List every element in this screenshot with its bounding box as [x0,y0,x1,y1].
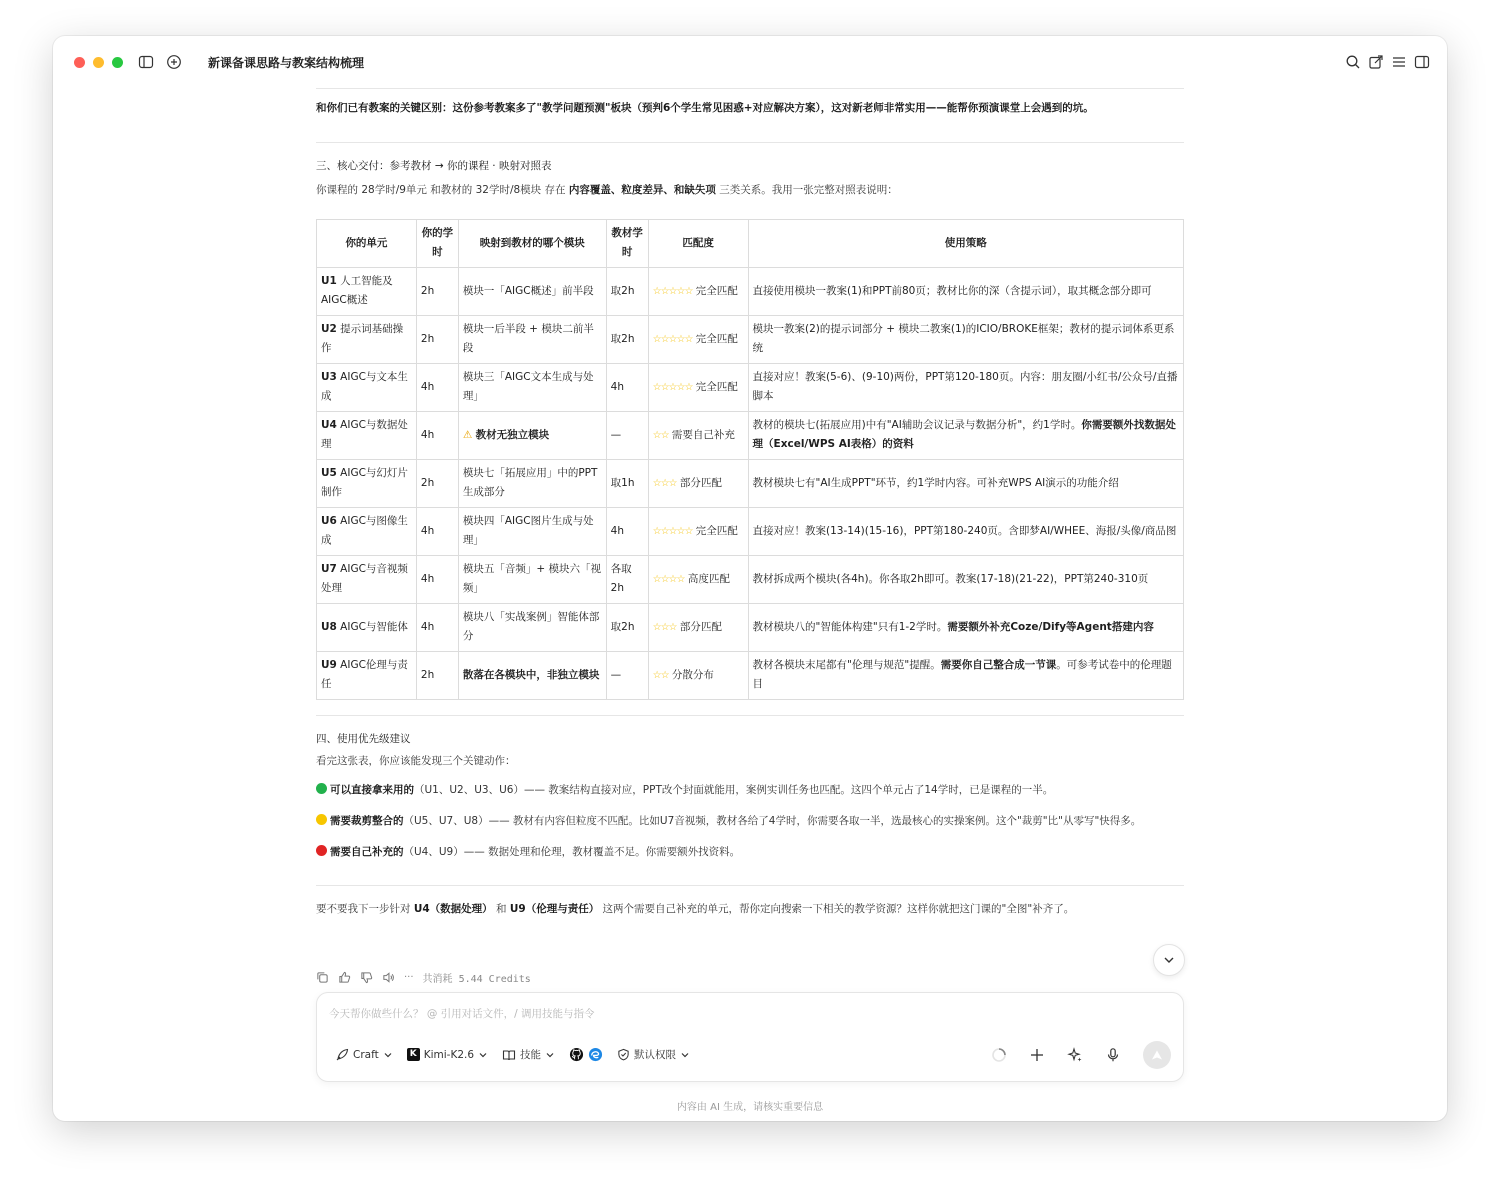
add-attachment-icon[interactable] [1029,1047,1045,1063]
table-header-row [317,219,1184,267]
cell-module [458,459,606,507]
intro-text: 你课程的 28学时/9单元 和教材的 32学时/8模块 存在 [316,183,569,196]
cell-module [458,555,606,603]
cell-textbook-hours [606,411,648,459]
close-window-button[interactable] [74,57,85,68]
strategy-emphasis: 需要你自己整合成一节课 [940,658,1057,671]
model-selector[interactable] [407,1048,488,1061]
cell-module-text: 散落在各模块中，非独立模块 [462,668,600,681]
permission-selector[interactable] [617,1047,690,1062]
strategy-text: 直接对应！教案(5-6)、(9-10)两份，PPT第120-180页。内容：朋友圈/小红书/公众号/直播脚本 [752,370,1178,403]
strategy-emphasis: 需要额外补充Coze/Dify等Agent搭建内容 [947,620,1154,633]
match-label: 高度匹配 [684,572,730,585]
cell-hours-text: 2h [420,668,435,681]
cell-match [648,651,748,699]
cell-strategy [748,411,1183,459]
key-difference-text [316,99,1184,119]
cell-strategy [748,363,1183,411]
chevron-down-icon [478,1050,488,1060]
star-rating-icon: ☆☆ [652,429,669,441]
section-3-title: 三、核心交付：参考教材 → 你的课程 · 映射对照表 [316,159,552,172]
unit-code: U5 [321,466,337,479]
unit-name: AIGC与文本生成 [321,370,408,403]
cell-hours-text: 2h [420,284,435,297]
cell-textbook-hours-text: 4h [610,380,625,393]
green-dot-icon [316,783,327,794]
cell-hours [416,555,458,603]
table-row [317,459,1184,507]
unit-code: U3 [321,370,337,383]
cell-match [648,603,748,651]
cell-unit-text [321,621,408,633]
match-label: 完全匹配 [692,380,738,393]
strategy-emphasis: 你需要额外找数据处理（Excel/WPS AI表格）的资料 [752,418,1176,451]
star-rating-icon: ☆☆☆☆☆ [652,381,693,393]
cell-unit-text [321,371,408,402]
table-row [317,363,1184,411]
cell-unit [317,363,417,411]
unit-name: AIGC与幻灯片制作 [321,466,408,499]
followup-bold: U9（伦理与责任） [509,902,600,915]
match-label: 完全匹配 [692,332,738,345]
cell-module [458,651,606,699]
cell-unit [317,555,417,603]
strategy-text: 教材模块七有"AI生成PPT"环节，约1学时内容。可补充WPS AI演示的功能介绍 [752,476,1119,489]
red-text: （U4、U9）—— 数据处理和伦理，教材覆盖不足。你需要额外找资料。 [403,845,741,858]
mode-label: Craft [353,1048,379,1061]
match-label: 分散分布 [668,668,714,681]
cell-textbook-hours-text: 取1h [610,476,635,489]
cell-textbook-hours [606,651,648,699]
unit-code: U9 [321,658,337,671]
yellow-item [316,812,1184,832]
cell-module [458,411,606,459]
table-row [317,411,1184,459]
cell-textbook-hours [606,459,648,507]
star-rating-icon: ☆☆☆ [652,621,677,633]
unit-code: U8 [321,620,337,633]
cell-match [648,411,748,459]
table-row [317,603,1184,651]
unit-name: AIGC与数据处理 [321,418,408,451]
cell-module-text: 模块一后半段 + 模块二前半段 [462,322,594,355]
cell-unit [317,411,417,459]
app-window [53,36,1447,1121]
cell-module-text: 模块一「AIGC概述」前半段 [462,284,594,297]
more-actions-button[interactable]: ··· [404,972,414,983]
composer-actions [991,1041,1171,1069]
book-icon [502,1048,516,1062]
github-icon [569,1047,584,1062]
cell-match [648,267,748,315]
cell-textbook-hours [606,267,648,315]
cell-strategy [748,267,1183,315]
skills-label: 技能 [520,1049,542,1061]
cell-unit-text [321,275,393,306]
star-rating-icon: ☆☆ [652,669,669,681]
message-actions [316,970,531,985]
cell-match [648,459,748,507]
cell-module [458,603,606,651]
followup-question [316,900,1184,920]
match-label: 需要自己补充 [668,428,735,441]
cell-module [458,267,606,315]
table-row [317,507,1184,555]
cell-hours [416,651,458,699]
microphone-icon[interactable] [1105,1047,1121,1063]
unit-code: U1 [321,274,337,287]
scroll-to-bottom-button[interactable] [1153,944,1185,976]
followup-text: 和 [492,902,510,915]
chevron-down-icon [383,1050,393,1060]
cell-unit [317,315,417,363]
star-rating-icon: ☆☆☆☆☆ [652,525,693,537]
cell-textbook-hours [606,315,648,363]
cell-strategy [748,507,1183,555]
intro-bold: 内容覆盖、粒度差异、和缺失项 [568,183,716,196]
cell-unit [317,507,417,555]
col-header-module: 映射到教材的哪个模块 [458,219,606,267]
strategy-text: 教材的模块七(拓展应用)中有"AI辅助会议记录与数据分析"，约1学时。 [752,418,1082,431]
cell-module [458,363,606,411]
search-icon[interactable] [1345,54,1361,70]
cell-module-text: 模块四「AIGC图片生成与处理」 [462,514,594,547]
cell-module-text: 模块三「AIGC文本生成与处理」 [462,370,594,403]
strategy-text: 教材各模块末尾都有"伦理与规范"提醒。 [752,658,941,671]
composer [316,992,1184,1082]
col-header-hours: 你的学时 [416,219,458,267]
sidebar-toggle-icon[interactable] [138,54,154,70]
unit-code: U4 [321,418,337,431]
menu-list-icon[interactable] [1391,54,1407,70]
green-label: 可以直接拿来用的 [330,783,414,796]
divider [316,885,1184,886]
cell-module-text: 模块八「实战案例」智能体部分 [462,610,600,643]
unit-name: 提示词基础操作 [321,322,404,355]
cell-unit-text [321,323,403,354]
cell-hours [416,267,458,315]
cell-module-text: 教材无独立模块 [475,428,550,441]
edge-browser-icon [588,1047,603,1062]
star-rating-icon: ☆☆☆☆ [652,573,685,585]
star-rating-icon: ☆☆☆ [652,477,677,489]
cell-hours-text: 4h [420,428,435,441]
match-label: 完全匹配 [692,284,738,297]
star-rating-icon: ☆☆☆☆☆ [652,333,693,345]
share-icon[interactable] [1368,54,1384,70]
followup-text: 这两个需要自己补充的单元，帮你定向搜索一下相关的教学资源？这样你就把这门课的"全图"补齐了。 [599,902,1075,915]
table-row [317,267,1184,315]
strategy-text: 直接对应！教案(13-14)(15-16)，PPT第180-240页。含即梦AI/WHEE、海报/头像/商品图 [752,524,1177,537]
maximize-window-button[interactable] [112,57,123,68]
cell-textbook-hours [606,363,648,411]
speaker-icon[interactable] [382,971,395,984]
divider [316,715,1184,716]
cell-unit-text [321,467,408,498]
chevron-down-icon [1163,954,1175,966]
yellow-label: 需要裁剪整合的 [330,814,404,827]
yellow-text: （U5、U7、U8）—— 教材有内容但粒度不匹配。比如U7音视频，教材各给了4学时，你需要各取一半，选最核心的实操案例。这个"裁剪"比"从零写"快得多。 [403,814,1142,827]
divider [316,142,1184,143]
cell-strategy [748,603,1183,651]
cell-hours [416,315,458,363]
table-row [317,555,1184,603]
cell-textbook-hours-text: 取2h [610,284,635,297]
strategy-text: 模块一教案(2)的提示词部分 + 模块二教案(1)的ICIO/BROKE框架；教材的提示词体系更系统 [752,322,1175,355]
cell-unit-text [321,563,408,594]
mapping-table [316,219,1184,700]
cell-hours [416,411,458,459]
unit-code: U2 [321,322,337,335]
unit-name: 人工智能及AIGC概述 [321,274,393,307]
intro-text: 三类关系。我用一张完整对照表说明： [715,183,898,196]
key-difference-label: 和你们已有教案的关键区别：这份参考教案多了"教学问题预测"板块（预判6个学生常见困惑+对应解决方案），这对新老师非常实用——能帮你预演课堂上会遇到的坑。 [316,102,1094,114]
cell-module-text: 模块五「音频」+ 模块六「视频」 [462,562,601,595]
unit-code: U7 [321,562,337,575]
followup-text: 要不要我下一步针对 [316,902,414,915]
cell-textbook-hours-text: 取2h [610,332,635,345]
unit-name: AIGC与图像生成 [321,514,408,547]
cell-hours-text: 4h [420,524,435,537]
strategy-text: 教材模块八的"智能体构建"只有1-2学时。 [752,620,948,633]
red-dot-icon [316,845,327,856]
cell-hours-text: 4h [420,620,435,633]
cell-textbook-hours-text: 各取2h [610,562,632,595]
cell-match [648,315,748,363]
skills-selector[interactable] [502,1047,555,1062]
table-row [317,651,1184,699]
match-label: 部分匹配 [676,476,722,489]
ai-disclaimer: 内容由 AI 生成，请核实重要信息 [676,1102,824,1113]
cell-match [648,555,748,603]
cell-textbook-hours [606,603,648,651]
window-title: 新课备课思路与教案结构梳理 [208,56,365,70]
credits-usage: 共消耗 5.44 Credits [422,974,531,985]
cell-hours [416,507,458,555]
cell-unit-text [321,659,408,690]
cell-unit-text [321,419,408,450]
message-content [316,88,1184,919]
cell-strategy [748,555,1183,603]
cell-hours-text: 4h [420,572,435,585]
cell-hours [416,363,458,411]
unit-code: U6 [321,514,337,527]
cell-module [458,315,606,363]
unit-name: AIGC伦理与责任 [321,658,408,691]
cell-hours-text: 4h [420,380,435,393]
match-label: 部分匹配 [676,620,722,633]
cell-module-text: 模块七「拓展应用」中的PPT生成部分 [462,466,598,499]
thumbs-down-icon[interactable] [360,971,373,984]
kimi-logo-icon: K [407,1048,420,1061]
message-input[interactable]: 今天帮你做些什么？ @ 引用对话文件，/ 调用技能与指令 [329,1008,595,1020]
divider [316,88,1184,89]
section-4-title: 四、使用优先级建议 [316,732,411,745]
strategy-text: 教材拆成两个模块(各4h)。你各取2h即可。教案(17-18)(21-22)，PPT第240-310页 [752,572,1149,585]
new-chat-icon[interactable] [166,54,182,70]
cell-textbook-hours [606,507,648,555]
warning-icon: ⚠ [462,428,476,441]
minimize-window-button[interactable] [93,57,104,68]
cell-strategy [748,315,1183,363]
star-rating-icon: ☆☆☆☆☆ [652,285,693,297]
unit-name: AIGC与智能体 [336,620,408,633]
red-item [316,843,1184,863]
green-item [316,781,1184,801]
cell-textbook-hours-text: — [610,668,622,681]
cell-match [648,507,748,555]
copy-icon[interactable] [316,971,329,984]
mode-selector[interactable] [335,1048,393,1062]
model-label: Kimi-K2.6 [423,1048,475,1061]
cell-module [458,507,606,555]
cell-textbook-hours-text: 取2h [610,620,635,633]
loading-spinner-icon [991,1047,1007,1063]
cell-hours-text: 2h [420,332,435,345]
send-arrow-icon [1151,1049,1163,1061]
col-header-match: 匹配度 [648,219,748,267]
col-header-textbook-hours: 教材学时 [606,219,648,267]
section-4-intro: 看完这张表，你应该能发现三个关键动作： [316,754,516,767]
composer-toolbar [335,1047,690,1062]
cell-textbook-hours-text: — [610,428,622,441]
col-header-unit: 你的单元 [317,219,417,267]
cell-unit [317,459,417,507]
permission-label: 默认权限 [634,1049,677,1061]
green-text: （U1、U2、U3、U6）—— 教案结构直接对应，PPT改个封面就能用，案例实训任务也匹配。这四个单元占了14学时，已是课程的一半。 [414,783,1054,796]
cell-unit-text [321,515,408,546]
title-bar [53,36,1447,88]
cell-hours-text: 2h [420,476,435,489]
chevron-down-icon [545,1050,555,1060]
integrations[interactable] [569,1047,603,1062]
cell-unit [317,603,417,651]
cell-strategy [748,459,1183,507]
unit-name: AIGC与音视频处理 [321,562,408,595]
cell-strategy [748,651,1183,699]
chevron-down-icon [680,1050,690,1060]
cell-textbook-hours [606,555,648,603]
match-label: 完全匹配 [692,524,738,537]
cell-unit [317,651,417,699]
cell-match [648,363,748,411]
craft-icon [335,1048,349,1062]
right-panel-icon[interactable] [1414,54,1430,70]
table-row [317,315,1184,363]
cell-hours [416,459,458,507]
send-button[interactable] [1143,1041,1171,1069]
yellow-dot-icon [316,814,327,825]
sparkle-icon[interactable] [1067,1047,1083,1063]
strategy-text: 直接使用模块一教案(1)和PPT前80页；教材比你的深（含提示词），取其概念部分即可 [752,284,1152,297]
cell-unit [317,267,417,315]
followup-bold: U4（数据处理） [413,902,493,915]
red-label: 需要自己补充的 [330,845,404,858]
col-header-strategy: 使用策略 [748,219,1183,267]
cell-hours [416,603,458,651]
traffic-lights [74,57,123,68]
shield-check-icon [617,1048,630,1061]
section-3-intro [316,181,1184,201]
thumbs-up-icon[interactable] [338,971,351,984]
strategy-text: 。可参考试卷中的伦理题目 [752,658,1172,691]
cell-textbook-hours-text: 4h [610,524,625,537]
